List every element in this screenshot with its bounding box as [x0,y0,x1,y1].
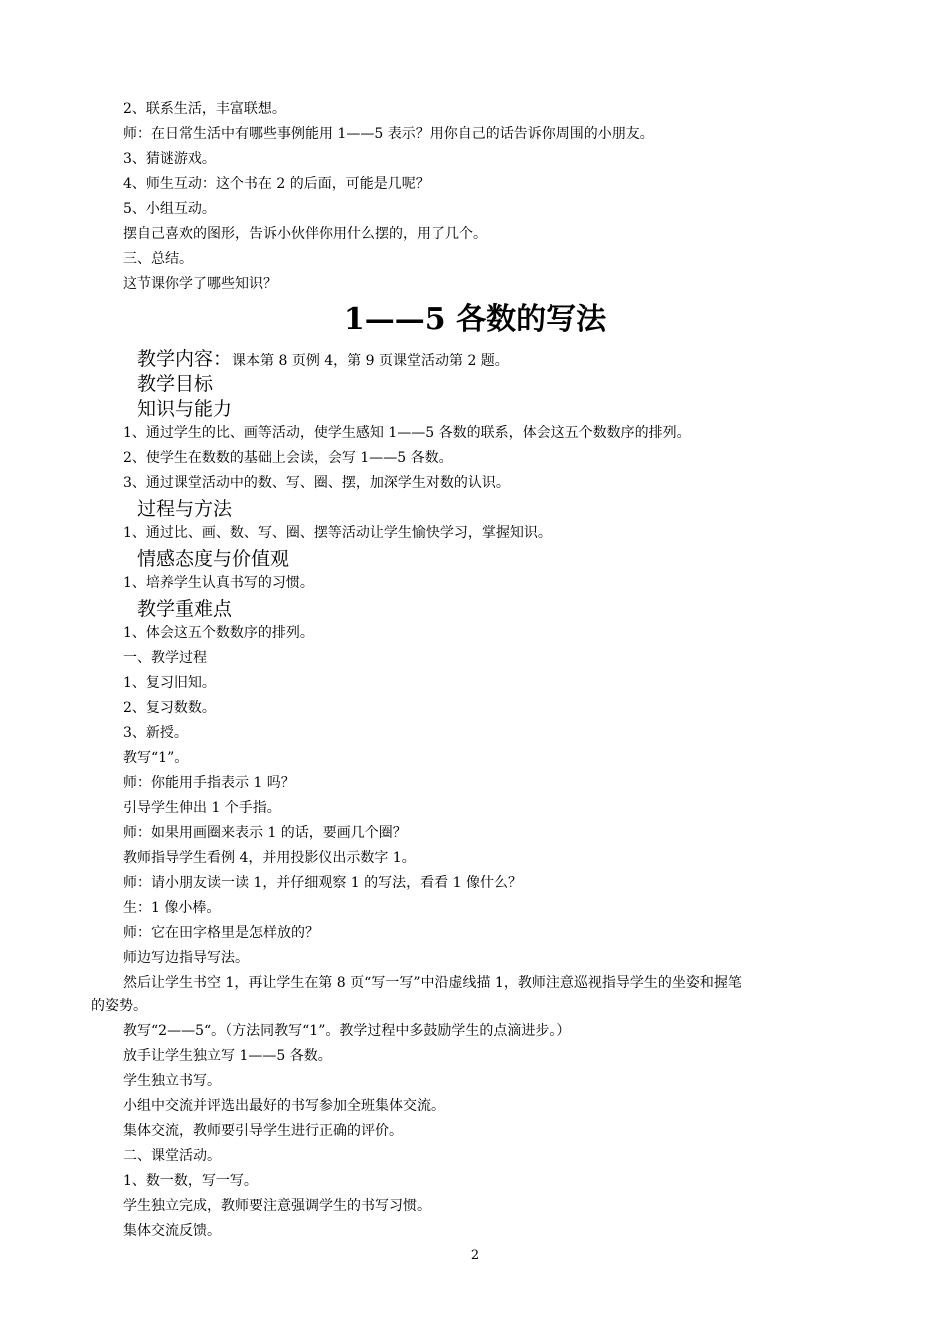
text-line: 师：如果用画圈来表示 1 的话，要画几个圈？ [123,825,407,841]
text-line: 3、新授。 [123,725,188,741]
text-line: 集体交流反馈。 [123,1223,221,1239]
content-heading: 教学内容： [137,348,233,370]
text-line: 小组中交流并评选出最好的书写参加全班集体交流。 [123,1098,445,1114]
text-line: 引导学生伸出 1 个手指。 [123,800,281,816]
text-line: 集体交流，教师要引导学生进行正确的评价。 [123,1123,403,1139]
text-line: 4、师生互动：这个书在 2 的后面，可能是几呢？ [123,176,430,192]
text-line: 教师指导学生看例 4，并用投影仪出示数字 1。 [123,850,416,866]
list-item: 1、体会这五个数数序的排列。 [123,625,314,641]
list-item: 1、通过比、画、数、写、圈、摆等活动让学生愉快学习，掌握知识。 [123,525,552,541]
text-line: 放手让学生独立写 1——5 各数。 [123,1048,332,1064]
text-line: 生：1 像小棒。 [123,900,221,916]
text-line: 二、课堂活动。 [123,1148,221,1164]
text-line: 2、联系生活，丰富联想。 [123,101,286,117]
text-line: 2、复习数数。 [123,700,216,716]
difficulty-heading: 教学重难点 [137,598,233,620]
goals-heading: 教学目标 [137,373,214,395]
content-heading-line [137,346,509,374]
text-line: 5、小组互动。 [123,201,216,217]
text-line: 3、猜谜游戏。 [123,151,216,167]
text-line: 一、教学过程 [123,650,207,666]
text-line: 1、数一数，写一写。 [123,1173,258,1189]
text-line: 教写“2——5“。（方法同教写“1”。教学过程中多鼓励学生的点滴进步。） [123,1023,571,1039]
text-line: 教写“1”。 [123,750,189,766]
text-line: 三、总结。 [123,251,193,267]
paragraph-line: 然后让学生书空 1，再让学生在第 8 页“写一写”中沿虚线描 1，教师注意巡视指导学生的坐姿和握笔 [123,975,742,991]
text-line: 1、复习旧知。 [123,675,216,691]
paragraph-line: 的姿势。 [91,998,147,1014]
list-item: 1、培养学生认真书写的习惯。 [123,575,314,591]
text-line: 学生独立完成，教师要注意强调学生的书写习惯。 [123,1198,431,1214]
list-item: 2、使学生在数数的基础上会读，会写 1——5 各数。 [123,450,453,466]
process-heading: 过程与方法 [137,498,233,520]
text-line: 师：它在田字格里是怎样放的？ [123,925,319,941]
text-line: 师：请小朋友读一读 1，并仔细观察 1 的写法，看看 1 像什么？ [123,875,522,891]
text-line: 学生独立书写。 [123,1073,221,1089]
attitude-heading: 情感态度与价值观 [137,548,290,570]
page-number: 2 [470,1248,480,1263]
text-line: 师边写边指导写法。 [123,950,249,966]
text-line: 这节课你学了哪些知识？ [123,276,277,292]
text-line: 摆自己喜欢的图形，告诉小伙伴你用什么摆的，用了几个。 [123,226,487,242]
content-text: 课本第 8 页例 4，第 9 页课堂活动第 2 题。 [232,353,509,369]
knowledge-heading: 知识与能力 [137,398,233,420]
text-line: 师：在日常生活中有哪些事例能用 1——5 表示？用你自己的话告诉你周围的小朋友。 [123,126,654,142]
list-item: 1、通过学生的比、画等活动，使学生感知 1——5 各数的联系，体会这五个数数序的排列。 [123,425,691,441]
text-line: 师：你能用手指表示 1 吗？ [123,775,295,791]
document-title: 1——5 各数的写法 [343,302,607,337]
list-item: 3、通过课堂活动中的数、写、圈、摆，加深学生对数的认识。 [123,475,510,491]
